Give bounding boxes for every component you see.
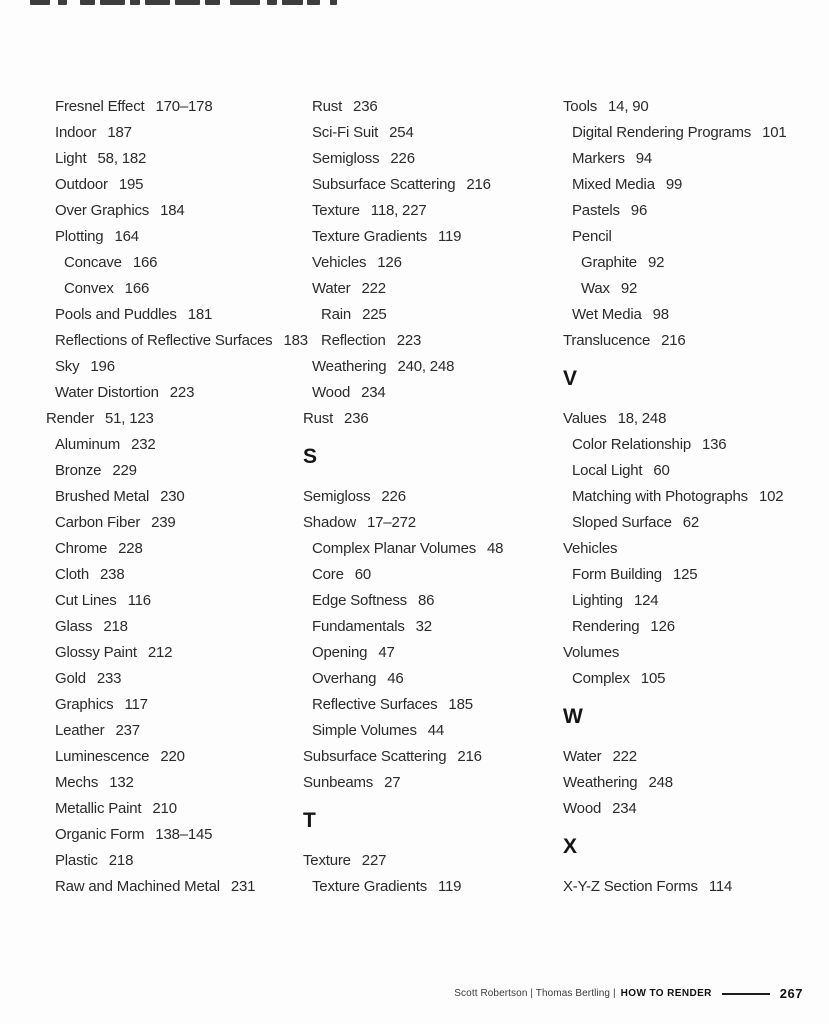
index-entry: [303, 666, 503, 692]
entry-term: Water: [312, 280, 351, 297]
index-entry: [563, 666, 787, 692]
entry-pages: 105: [640, 670, 666, 687]
index-entry: [46, 250, 308, 276]
entry-pages: 233: [96, 670, 122, 687]
index-entry: [303, 198, 503, 224]
entry-pages: 225: [362, 306, 387, 323]
index-entry: [46, 822, 308, 848]
entry-term: Texture: [312, 202, 360, 219]
entry-pages: 212: [147, 644, 173, 661]
entry-pages: 210: [152, 800, 177, 817]
index-entry: [563, 744, 787, 770]
entry-term: Glossy Paint: [55, 644, 137, 661]
entry-pages: 231: [230, 878, 256, 895]
cropped-text-segment: [58, 0, 67, 5]
entry-pages: 226: [381, 488, 406, 505]
entry-term: Mixed Media: [572, 176, 655, 193]
entry-pages: 223: [396, 332, 422, 349]
entry-pages: 17–272: [367, 514, 416, 531]
index-entry: [563, 328, 787, 354]
index-entry: [46, 354, 308, 380]
entry-pages: 138–145: [155, 826, 213, 843]
entry-pages: 46: [387, 670, 404, 687]
cropped-text-segment: [175, 0, 200, 5]
index-entry: [303, 380, 503, 406]
entry-pages: 58, 182: [97, 150, 147, 167]
cropped-text-segment: [230, 0, 260, 5]
entry-pages: 218: [108, 852, 134, 869]
entry-pages: 216: [661, 332, 686, 349]
index-entry: [303, 120, 503, 146]
entry-term: Markers: [572, 150, 625, 167]
entry-term: Outdoor: [55, 176, 108, 193]
entry-term: Indoor: [55, 124, 97, 141]
entry-pages: 223: [169, 384, 195, 401]
entry-pages: 60: [653, 462, 670, 479]
entry-term: Rust: [312, 98, 343, 115]
entry-term: Core: [312, 566, 344, 583]
index-entry: [563, 146, 787, 172]
cropped-text-segment: [30, 0, 50, 5]
entry-term: Bronze: [55, 462, 102, 479]
entry-term: Tools: [563, 98, 598, 115]
entry-term: Water Distortion: [55, 384, 159, 401]
entry-term: Sunbeams: [303, 774, 374, 791]
index-entry: [303, 354, 503, 380]
entry-term: Leather: [55, 722, 105, 739]
entry-pages: 92: [620, 280, 638, 297]
entry-term: Concave: [64, 254, 122, 271]
entry-term: Light: [55, 150, 87, 167]
index-entry: [46, 848, 308, 874]
entry-pages: 18, 248: [617, 410, 667, 427]
entry-term: Translucence: [563, 332, 651, 349]
entry-term: Rain: [321, 306, 352, 323]
index-entry: [46, 796, 308, 822]
entry-pages: 101: [762, 124, 787, 141]
index-entry: [563, 770, 787, 796]
entry-term: Form Building: [572, 566, 662, 583]
entry-term: Fresnel Effect: [55, 98, 145, 115]
section-heading-x: X: [563, 835, 578, 858]
index-entry: [563, 484, 787, 510]
entry-term: Matching with Photographs: [572, 488, 748, 505]
entry-term: Digital Rendering Programs: [572, 124, 752, 141]
section-heading-t: T: [303, 809, 317, 832]
entry-pages: 236: [353, 98, 378, 115]
entry-term: Reflection: [321, 332, 386, 349]
entry-term: Chrome: [55, 540, 108, 557]
entry-pages: 229: [112, 462, 137, 479]
entry-term: Reflective Surfaces: [312, 696, 438, 713]
entry-term: Graphite: [581, 254, 637, 271]
entry-term: Sloped Surface: [572, 514, 672, 531]
entry-pages: 51, 123: [105, 410, 154, 427]
entry-pages: 239: [151, 514, 176, 531]
index-entry: [46, 406, 308, 432]
entry-term: Rendering: [572, 618, 640, 635]
cropped-text-segment: [330, 0, 337, 5]
index-entry: [303, 302, 503, 328]
section-heading-v: V: [563, 367, 578, 390]
index-entry: [303, 536, 503, 562]
entry-pages: 118, 227: [370, 202, 427, 219]
entry-term: Sky: [55, 358, 80, 375]
entry-term: Edge Softness: [312, 592, 407, 609]
entry-term: Wood: [563, 800, 602, 817]
index-entry: [563, 302, 787, 328]
entry-term: Subsurface Scattering: [312, 176, 456, 193]
entry-pages: 222: [361, 280, 386, 297]
index-entry: [563, 172, 787, 198]
footer-rule: [722, 993, 770, 995]
index-entry: [46, 614, 308, 640]
index-entry: [563, 120, 787, 146]
entry-pages: 254: [389, 124, 414, 141]
index-entry: [563, 224, 787, 250]
index-entry: [563, 198, 787, 224]
entry-term: Semigloss: [303, 488, 371, 505]
entry-pages: 164: [114, 228, 139, 245]
index-column-middle: [303, 94, 503, 900]
entry-pages: 96: [630, 202, 648, 219]
index-entry: [46, 172, 308, 198]
entry-pages: 98: [652, 306, 669, 323]
footer-byline: Scott Robertson | Thomas Bertling |: [454, 988, 616, 999]
entry-term: Convex: [64, 280, 114, 297]
entry-term: Subsurface Scattering: [303, 748, 447, 765]
entry-term: Color Relationship: [572, 436, 691, 453]
entry-pages: 195: [118, 176, 144, 193]
entry-pages: 126: [650, 618, 675, 635]
index-entry: [46, 588, 308, 614]
entry-pages: 126: [377, 254, 402, 271]
entry-term: Cloth: [55, 566, 90, 583]
index-entry: [303, 770, 503, 796]
entry-term: Wax: [581, 280, 610, 297]
entry-term: Glass: [55, 618, 93, 635]
index-entry: [303, 848, 503, 874]
index-entry: [303, 692, 503, 718]
index-entry: [563, 250, 787, 276]
cropped-text-segment: [205, 0, 220, 5]
entry-term: Texture Gradients: [312, 228, 427, 245]
entry-term: Overhang: [312, 670, 377, 687]
entry-pages: 227: [361, 852, 387, 869]
index-entry: [303, 276, 503, 302]
entry-term: Vehicles: [563, 540, 618, 557]
entry-pages: 216: [466, 176, 491, 193]
entry-term: Luminescence: [55, 748, 150, 765]
index-entry: [46, 224, 308, 250]
entry-pages: 132: [109, 774, 134, 791]
entry-term: Gold: [55, 670, 86, 687]
index-entry: [46, 666, 308, 692]
entry-pages: 136: [701, 436, 727, 453]
entry-term: Aluminum: [55, 436, 121, 453]
entry-term: Pools and Puddles: [55, 306, 177, 323]
index-entry: [46, 692, 308, 718]
index-entry: [563, 406, 787, 432]
index-entry: [303, 562, 503, 588]
entry-pages: 196: [90, 358, 115, 375]
entry-term: Weathering: [563, 774, 638, 791]
entry-term: Mechs: [55, 774, 99, 791]
entry-pages: 125: [672, 566, 698, 583]
entry-term: Local Light: [572, 462, 643, 479]
entry-term: Brushed Metal: [55, 488, 150, 505]
entry-term: Opening: [312, 644, 368, 661]
entry-pages: 184: [160, 202, 185, 219]
entry-term: Water: [563, 748, 602, 765]
index-entry: [303, 510, 503, 536]
entry-pages: 237: [115, 722, 140, 739]
index-entry: [46, 380, 308, 406]
index-entry: [46, 562, 308, 588]
cropped-text-segment: [80, 0, 95, 5]
index-entry: [46, 770, 308, 796]
index-entry: [563, 510, 787, 536]
section-heading-s: S: [303, 445, 318, 468]
entry-pages: 117: [124, 696, 148, 713]
index-entry: [46, 432, 308, 458]
entry-pages: 27: [384, 774, 401, 791]
entry-pages: 187: [107, 124, 132, 141]
entry-pages: 185: [448, 696, 473, 713]
entry-term: Shadow: [303, 514, 357, 531]
index-entry: [46, 302, 308, 328]
index-entry: [303, 744, 503, 770]
index-entry: [303, 146, 503, 172]
entry-term: Values: [563, 410, 607, 427]
entry-pages: 220: [160, 748, 185, 765]
entry-term: Render: [46, 410, 94, 427]
entry-pages: 234: [361, 384, 386, 401]
entry-term: Organic Form: [55, 826, 145, 843]
entry-term: Plotting: [55, 228, 104, 245]
cropped-text-segment: [100, 0, 125, 5]
entry-term: Vehicles: [312, 254, 367, 271]
entry-pages: 183: [283, 332, 308, 349]
page-number: 267: [779, 986, 803, 1001]
index-entry: [563, 874, 787, 900]
index-entry: [303, 406, 503, 432]
index-entry: [46, 146, 308, 172]
index-entry: [303, 172, 503, 198]
index-entry: [303, 328, 503, 354]
entry-term: Cut Lines: [55, 592, 117, 609]
index-entry: [563, 458, 787, 484]
index-entry: [303, 874, 503, 900]
entry-term: Over Graphics: [55, 202, 150, 219]
index-entry: [563, 614, 787, 640]
index-column-left: [46, 94, 308, 900]
entry-term: Texture Gradients: [312, 878, 427, 895]
index-entry: [303, 614, 503, 640]
entry-pages: 166: [124, 280, 150, 297]
index-entry: [46, 484, 308, 510]
index-entry: [46, 640, 308, 666]
entry-pages: 114: [708, 878, 733, 895]
index-column-right: [563, 94, 787, 900]
entry-term: Raw and Machined Metal: [55, 878, 220, 895]
cropped-text-fragment: [0, 0, 829, 6]
index-entry: [303, 250, 503, 276]
entry-pages: 236: [344, 410, 369, 427]
index-entry: [303, 484, 503, 510]
entry-pages: 222: [612, 748, 637, 765]
entry-term: Reflections of Reflective Surfaces: [55, 332, 273, 349]
index-entry: [303, 224, 503, 250]
index-entry: [46, 744, 308, 770]
entry-term: Pencil: [572, 228, 612, 245]
entry-term: Weathering: [312, 358, 387, 375]
index-entry: [46, 458, 308, 484]
entry-pages: 102: [758, 488, 784, 505]
entry-pages: 234: [612, 800, 637, 817]
index-entry: [563, 796, 787, 822]
entry-term: Wet Media: [572, 306, 642, 323]
entry-term: Fundamentals: [312, 618, 405, 635]
entry-pages: 92: [647, 254, 665, 271]
entry-term: Simple Volumes: [312, 722, 417, 739]
entry-pages: 62: [682, 514, 700, 531]
index-entry: [46, 198, 308, 224]
cropped-text-segment: [145, 0, 170, 5]
entry-term: Pastels: [572, 202, 620, 219]
page-footer: [454, 986, 803, 1001]
entry-term: Plastic: [55, 852, 98, 869]
index-entry: [563, 432, 787, 458]
entry-pages: 47: [378, 644, 395, 661]
entry-pages: 94: [635, 150, 653, 167]
index-entry: [46, 536, 308, 562]
index-entry: [46, 276, 308, 302]
index-entry: [303, 640, 503, 666]
footer-book-title: HOW TO RENDER: [620, 988, 712, 999]
entry-term: Volumes: [563, 644, 620, 661]
index-entry: [46, 874, 308, 900]
entry-pages: 230: [160, 488, 185, 505]
entry-pages: 166: [132, 254, 158, 271]
entry-pages: 119: [438, 228, 462, 245]
entry-pages: 99: [665, 176, 683, 193]
cropped-text-segment: [130, 0, 140, 5]
cropped-text-segment: [267, 0, 277, 5]
index-entry: [46, 510, 308, 536]
entry-pages: 119: [438, 878, 462, 895]
entry-pages: 86: [417, 592, 435, 609]
entry-pages: 232: [131, 436, 156, 453]
index-entry: [303, 588, 503, 614]
entry-pages: 124: [633, 592, 659, 609]
index-entry: [46, 328, 308, 354]
entry-pages: 228: [118, 540, 143, 557]
entry-pages: 238: [100, 566, 125, 583]
entry-pages: 170–178: [155, 98, 213, 115]
index-entry: [563, 640, 787, 666]
index-entry: [46, 120, 308, 146]
entry-pages: 14, 90: [608, 98, 649, 115]
entry-term: X-Y-Z Section Forms: [563, 878, 698, 895]
entry-pages: 44: [427, 722, 445, 739]
entry-pages: 32: [415, 618, 432, 635]
entry-pages: 226: [390, 150, 415, 167]
entry-term: Complex: [572, 670, 630, 687]
index-entry: [563, 536, 787, 562]
entry-term: Semigloss: [312, 150, 380, 167]
index-entry: [303, 718, 503, 744]
entry-term: Graphics: [55, 696, 114, 713]
section-heading-w: W: [563, 705, 584, 728]
entry-term: Rust: [303, 410, 334, 427]
entry-pages: 181: [187, 306, 213, 323]
entry-term: Texture: [303, 852, 351, 869]
entry-term: Carbon Fiber: [55, 514, 141, 531]
index-entry: [46, 94, 308, 120]
index-entry: [563, 588, 787, 614]
entry-pages: 218: [103, 618, 128, 635]
index-entry: [303, 94, 503, 120]
entry-pages: 216: [457, 748, 482, 765]
index-entry: [563, 562, 787, 588]
entry-term: Metallic Paint: [55, 800, 142, 817]
index-entry: [46, 718, 308, 744]
cropped-text-segment: [307, 0, 320, 5]
cropped-text-segment: [282, 0, 303, 5]
entry-term: Complex Planar Volumes: [312, 540, 477, 557]
index-entry: [563, 276, 787, 302]
entry-term: Sci-Fi Suit: [312, 124, 379, 141]
entry-pages: 240, 248: [397, 358, 455, 375]
entry-pages: 248: [648, 774, 673, 791]
entry-term: Wood: [312, 384, 351, 401]
index-entry: [563, 94, 787, 120]
entry-term: Lighting: [572, 592, 623, 609]
entry-pages: 48: [487, 540, 504, 557]
entry-pages: 116: [127, 592, 151, 609]
entry-pages: 60: [354, 566, 372, 583]
